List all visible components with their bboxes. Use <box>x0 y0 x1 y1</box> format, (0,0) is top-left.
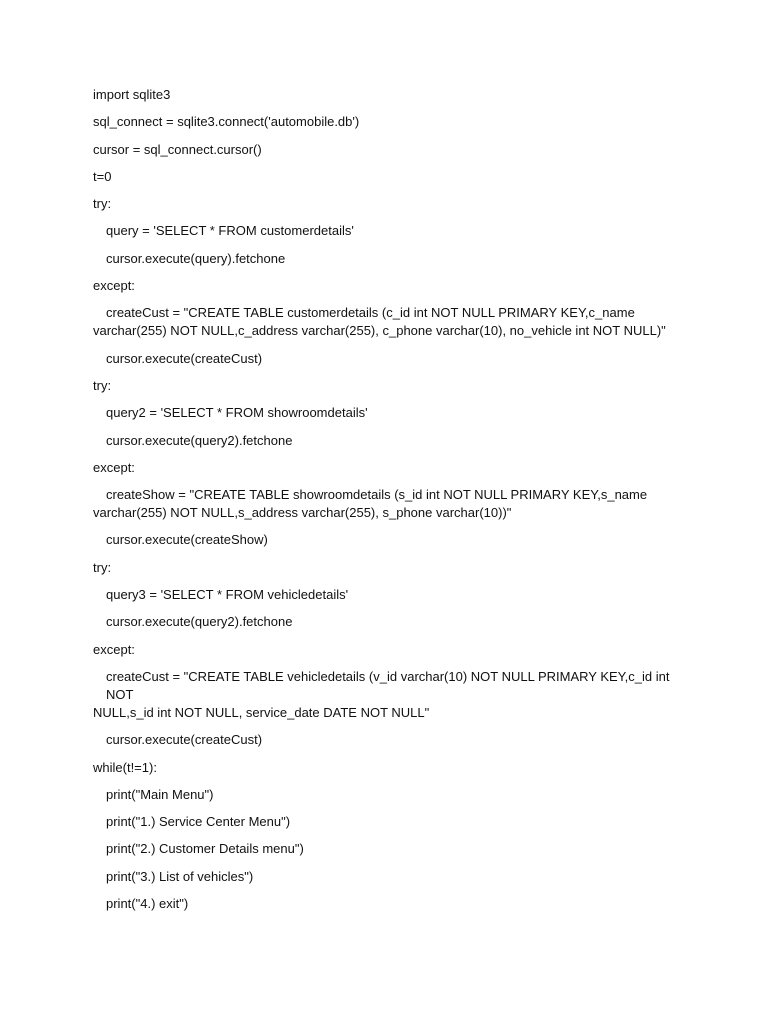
code-line <box>93 459 693 477</box>
code-line <box>93 350 693 368</box>
code-line-text: except: <box>93 459 135 475</box>
code-line-wrapped <box>93 304 693 340</box>
code-line <box>93 759 693 777</box>
code-line-text: print("1.) Service Center Menu") <box>106 814 291 830</box>
code-line-text: cursor.execute(createCust) <box>106 350 263 366</box>
code-line-continuation: varchar(255) NOT NULL,c_address varchar(255), c_phone varchar(10), no_vehicle int NOT NULL)" <box>93 323 666 339</box>
code-line-text: try: <box>93 559 112 575</box>
code-line <box>93 222 693 240</box>
code-line-text: try: <box>93 377 112 393</box>
code-line-text: sql_connect = sqlite3.connect('automobile.db') <box>93 114 360 130</box>
code-line-text: cursor.execute(query2).fetchone <box>106 432 293 448</box>
code-line <box>93 813 693 831</box>
code-line-text: print("Main Menu") <box>106 786 214 802</box>
code-line <box>93 641 693 659</box>
code-line <box>93 250 693 268</box>
code-line <box>93 559 693 577</box>
code-line-text: print("4.) exit") <box>106 896 189 912</box>
code-line <box>93 141 693 159</box>
code-line-wrapped <box>93 486 693 522</box>
code-line-text: except: <box>93 641 135 657</box>
code-line-text: createCust = "CREATE TABLE customerdetails (c_id int NOT NULL PRIMARY KEY,c_name <box>106 305 635 321</box>
code-line <box>93 404 693 422</box>
code-line-text: t=0 <box>93 168 112 184</box>
code-line <box>93 840 693 858</box>
code-line-text: createShow = "CREATE TABLE showroomdetails (s_id int NOT NULL PRIMARY KEY,s_name <box>106 487 648 503</box>
code-line-continuation: NULL,s_id int NOT NULL, service_date DATE NOT NULL" <box>93 704 430 720</box>
code-line <box>93 731 693 749</box>
code-line <box>93 786 693 804</box>
code-line-continuation: varchar(255) NOT NULL,s_address varchar(255), s_phone varchar(10))" <box>93 505 512 521</box>
code-line <box>93 195 693 213</box>
code-line-text: cursor.execute(query).fetchone <box>106 250 286 266</box>
code-line-text: cursor = sql_connect.cursor() <box>93 141 262 157</box>
code-line-text: except: <box>93 278 135 294</box>
code-line-text: try: <box>93 196 112 212</box>
code-line-text: while(t!=1): <box>93 759 157 775</box>
code-line-text: print("3.) List of vehicles") <box>106 868 254 884</box>
code-line-text: query = 'SELECT * FROM customerdetails' <box>106 223 354 239</box>
code-line <box>93 377 693 395</box>
code-listing <box>93 86 693 922</box>
code-line-text: cursor.execute(createCust) <box>106 732 263 748</box>
code-line-wrapped <box>93 668 693 722</box>
code-line-text: import sqlite3 <box>93 87 171 102</box>
code-line-text: cursor.execute(query2).fetchone <box>106 614 293 630</box>
code-line <box>93 113 693 131</box>
code-line <box>93 432 693 450</box>
code-line <box>93 868 693 886</box>
code-line <box>93 531 693 549</box>
code-line <box>93 277 693 295</box>
code-line-text: cursor.execute(createShow) <box>106 532 268 548</box>
code-line-text: print("2.) Customer Details menu") <box>106 841 304 857</box>
code-line <box>93 613 693 631</box>
code-line <box>93 86 693 104</box>
code-line-text: createCust = "CREATE TABLE vehicledetails (v_id varchar(10) NOT NULL PRIMARY KEY,c_id int NOT <box>106 668 674 702</box>
code-line <box>93 168 693 186</box>
code-line <box>93 586 693 604</box>
code-line-text: query3 = 'SELECT * FROM vehicledetails' <box>106 587 349 603</box>
code-line-text: query2 = 'SELECT * FROM showroomdetails' <box>106 405 368 421</box>
code-line <box>93 895 693 913</box>
